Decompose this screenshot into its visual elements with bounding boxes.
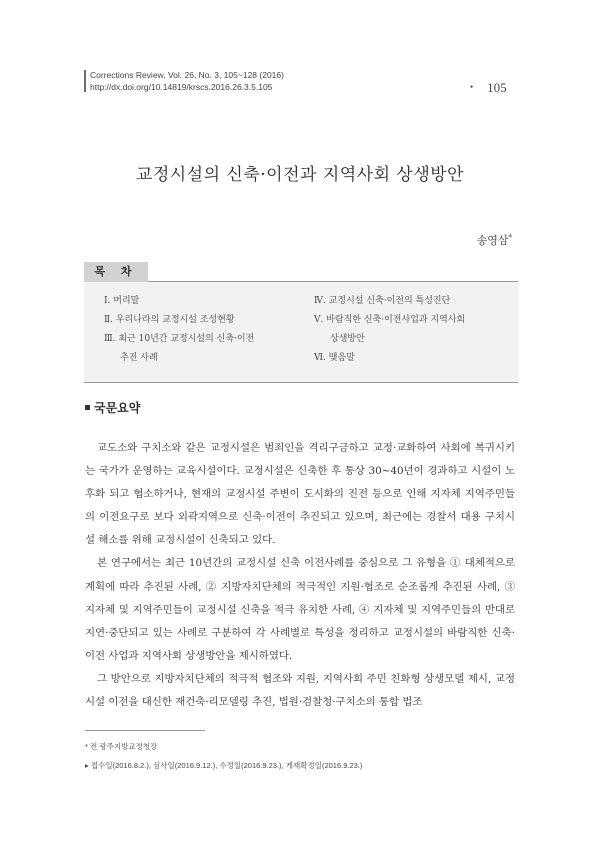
square-bullet-icon xyxy=(85,405,90,410)
table-of-contents xyxy=(84,282,518,383)
author-line xyxy=(477,232,512,248)
toc-item: Ⅱ. 우리나라의 교정시설 조성현황 xyxy=(104,315,235,325)
abstract-paragraph: 그 방안으로 지방자치단체의 적극적 협조와 지원, 지역사회 주민 친화형 상생모델 제시, 교정시설 이전을 대신한 재건축·리모델링 추진, 법원·검찰청·구치소의 통합 법조 xyxy=(85,672,515,709)
journal-citation xyxy=(90,69,284,93)
toc-item-continuation: 상생방안 xyxy=(330,334,365,344)
paper-title: 교정시설의 신축·이전과 지역사회 상생방안 xyxy=(135,165,465,185)
toc-item: Ⅴ. 바람직한 신축·이전사업과 지역사회 xyxy=(314,315,466,325)
toc-item-continuation: 추진 사례 xyxy=(120,353,158,363)
abstract-heading-text: 국문요약 xyxy=(94,401,141,415)
toc-item: Ⅲ. 최근 10년간 교정시설의 신축·이전 xyxy=(104,334,255,344)
toc-left-column xyxy=(104,292,254,368)
toc-right-column xyxy=(314,292,465,368)
footnote-rule xyxy=(85,730,205,731)
abstract-heading xyxy=(85,399,140,416)
toc-item: Ⅳ. 교정시설 신축·이전의 특성진단 xyxy=(314,296,451,306)
toc-item: Ⅵ. 맺음말 xyxy=(314,353,355,363)
footnote-author: * 전 광주지방교정청장 xyxy=(85,742,158,751)
toc-item: Ⅰ. 머리말 xyxy=(104,296,140,306)
doi-link[interactable]: http://dx.doi.org/10.14819/krscs.2016.26.3.5.105 xyxy=(90,82,273,92)
page-number-block xyxy=(470,80,507,96)
toc-label: 목 차 xyxy=(84,262,148,282)
author-name: 송영삼 xyxy=(476,234,509,247)
journal-volume-line: Corrections Review, Vol. 26, No. 3, 105~128 (2016) xyxy=(90,70,284,80)
footnote-dates: ▸ 접수일(2016.8.2.), 심사일(2016.9.12.), 수정일(2016.9.23.), 게재확정일(2016.9.23.) xyxy=(85,761,363,770)
header-rule xyxy=(84,70,86,92)
page-marker: • xyxy=(470,82,474,92)
page-number: 105 xyxy=(487,80,507,95)
abstract-paragraph: 교도소와 구치소와 같은 교정시설은 범죄인을 격리구금하고 교정·교화하여 사회에 복귀시키는 국가가 운영하는 교육시설이다. 교정시설은 신축한 후 통상 30~40년이 경과하고 시설이 노후화 되고 협소하거나, 현재의 교정시설 주변이 도시화의 진전 등으로 인해 지자체 지역주민들의 이전요구로 보다 외곽지역으로 신축·이전이 추진되고 있으며, 최근에는 경찰서 대용 구치시설 해소를 위해 교정시설이 신축되고 있다. xyxy=(85,442,515,547)
abstract-body xyxy=(85,437,515,714)
author-footnote-mark: * xyxy=(508,233,512,242)
abstract-paragraph: 본 연구에서는 최근 10년간의 교정시설 신축 이전사례를 중심으로 그 유형을 ① 대체적으로 계획에 따라 추진된 사례, ② 지방자치단체의 적극적인 지원·협조로 순조롭게 추진된 사례, ③ 지자체 및 지역주민들이 교정시설 신축을 적극 유치한 사례, ④ 지자체 및 지역주민들의 반대로 지연·중단되고 있는 사례로 구분하여 각 사례별로 특성을 정리하고 교정시설의 바람직한 신축·이전 사업과 지역사회 상생방안을 제시하였다. xyxy=(85,557,515,662)
